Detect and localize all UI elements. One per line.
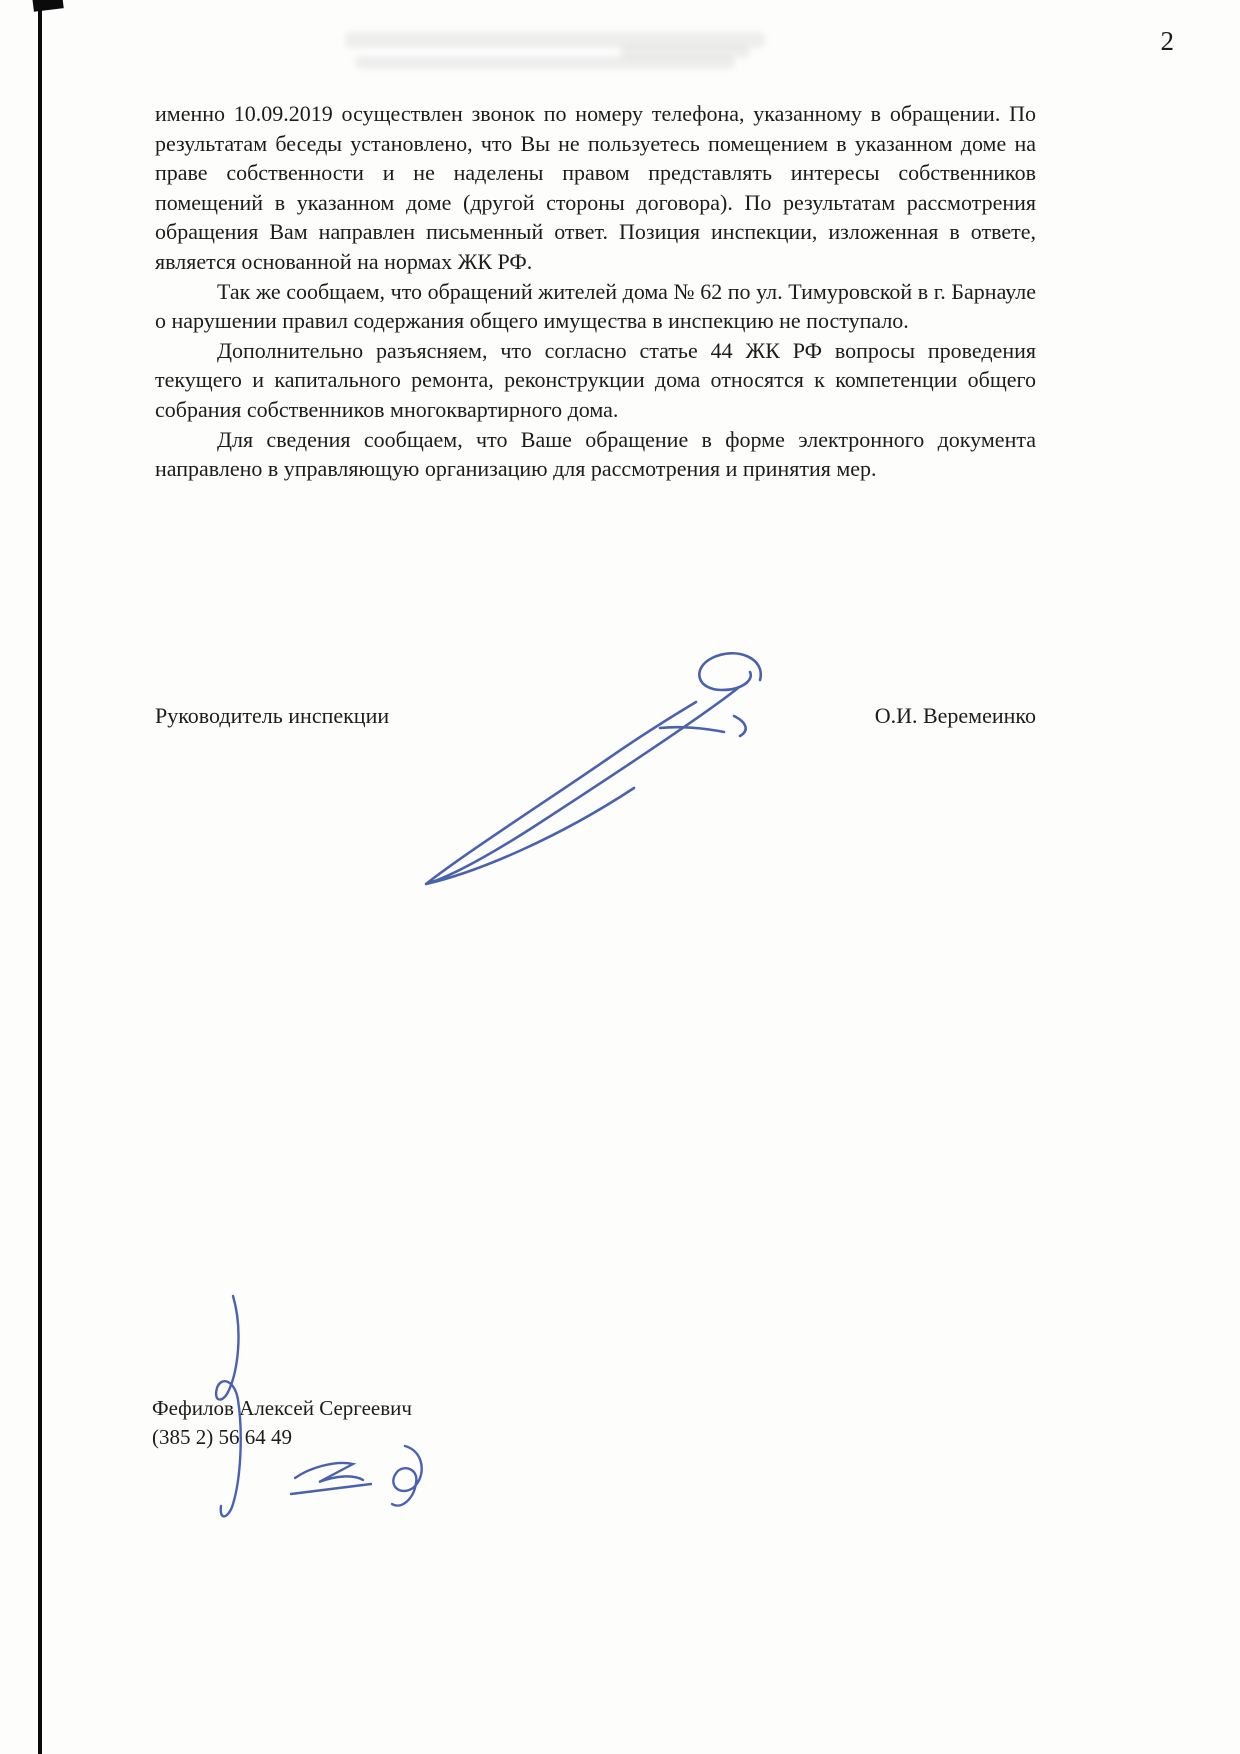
executor-block	[152, 1394, 412, 1452]
scan-corner-mark	[32, 0, 63, 12]
paragraph-phone-call-result: именно 10.09.2019 осуществлен звонок по номеру телефона, указанному в обращении. По результатам беседы установлено, что Вы не пользуетесь помещением в указанном доме на праве собственности и не наделены правом представлять интересы собственников помещений в указанном доме (другой стороны договора). По результатам рассмотрения обращения Вам направлен письменный ответ. Позиция инспекции, изложенная в ответе, является основанной на нормах ЖК РФ.	[155, 101, 1036, 274]
scan-smudge	[620, 46, 750, 58]
paragraph-forwarded: Для сведения сообщаем, что Ваше обращение в форме электронного документа направлено в управляющую организацию для рассмотрения и принятия мер.	[155, 426, 1036, 482]
page-number: 2	[1160, 26, 1174, 56]
signatory-title: Руководитель инспекции	[155, 703, 390, 728]
executor-name: Фефилов Алексей Сергеевич	[152, 1396, 412, 1420]
paragraph-no-complaints: Так же сообщаем, что обращений жителей дома № 62 по ул. Тимуровской в г. Барнауле о нарушении правил содержания общего имущества в инспекцию не поступало.	[155, 278, 1036, 334]
signatory-name: О.И. Веремеинко	[874, 703, 1036, 728]
executor-phone: (385 2) 56 64 49	[152, 1425, 292, 1449]
paragraph-article-44: Дополнительно разъясняем, что согласно статье 44 ЖК РФ вопросы проведения текущего и капитального ремонта, реконструкции дома относятся к компетенции общего собрания собственников многоквартирного дома.	[155, 337, 1036, 422]
signature-ink	[398, 632, 798, 892]
scan-edge-line	[38, 0, 42, 1754]
signature-row	[155, 703, 1036, 729]
letter-body	[155, 99, 1036, 484]
